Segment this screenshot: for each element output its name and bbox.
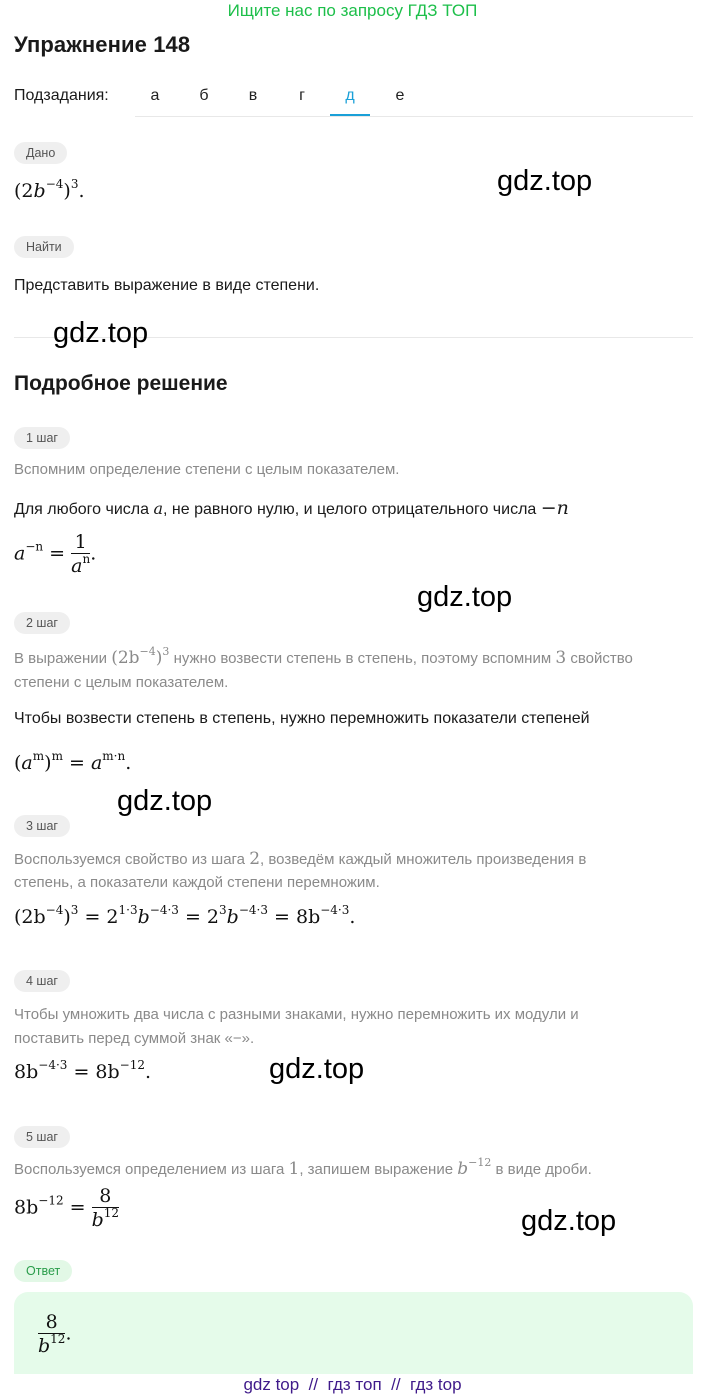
step-4-hint-line2: поставить перед суммой знак «−».	[14, 1030, 255, 1047]
subtasks-label: Подзадания:	[14, 87, 109, 104]
step-4-hint-line1: Чтобы умножить два числа с разными знаками, нужно перемножить их модули и	[14, 1006, 579, 1023]
watermark: gdz.top	[521, 1205, 617, 1237]
tab-g[interactable]: г	[299, 87, 305, 104]
tab-d-active[interactable]: д	[345, 87, 355, 104]
step-1-chip: 1 шаг	[14, 427, 70, 449]
step-3-chip: 3 шаг	[14, 815, 70, 837]
watermark: gdz.top	[269, 1053, 365, 1085]
step-3-formula: $(2b^{-4})^3 = 2^{1\cdot 3}b^{-4\cdot 3} = 2^3b^{-4\cdot 3} = 8b^{-4\cdot 3}$.	[14, 903, 356, 928]
step-4-formula: $8b^{-4\cdot 3} = 8b^{-12}$.	[14, 1058, 152, 1083]
step-5-chip: 5 шаг	[14, 1126, 70, 1148]
page-title: Упражнение 148	[14, 32, 191, 57]
step-2-chip: 2 шаг	[14, 612, 70, 634]
tab-b[interactable]: б	[199, 87, 209, 104]
tab-e[interactable]: е	[395, 87, 405, 104]
step-2-hint-line2: степени с целым показателем.	[14, 674, 229, 691]
answer-chip: Ответ	[14, 1260, 72, 1282]
step-5-formula: $8b^{-12}$ = $\frac{8}{b^{12}}$	[14, 1185, 120, 1231]
top-banner[interactable]: Ищите нас по запросу ГДЗ ТОП	[227, 1, 478, 20]
step-2-formula: $(a^m)^m = a^{m\cdot n}$.	[14, 749, 132, 774]
step-3-hint-line2: степень, а показатели каждой степени перемножим.	[14, 874, 380, 891]
step-5-hint: Воспользуемся определением из шага 1, запишем выражение $b^{-12}$ в виде дроби.	[14, 1156, 592, 1179]
step-1-hint: Вспомним определение степени с целым показателем.	[14, 461, 400, 478]
answer-box	[14, 1292, 693, 1374]
subtask-tabs	[135, 80, 693, 117]
find-chip: Найти	[14, 236, 74, 258]
answer-expression: $\frac{8}{b^{12}}$ .	[38, 1311, 72, 1357]
step-2-hint: В выражении $(2b^{-4})^3$ нужно возвести степень в степень, поэтому вспомним 3 свойство	[14, 645, 633, 668]
step-3-hint: Воспользуемся свойство из шага 2, возведём каждый множитель произведения в	[14, 849, 587, 869]
step-1-formula: $a^{-n}$ = $\frac{1}{a^n}$ .	[14, 531, 97, 577]
given-expression: $(2b^{-4})^3$.	[14, 177, 85, 202]
solution-title: Подробное решение	[14, 372, 228, 395]
step-1-rule: Для любого числа a, не равного нулю, и целого отрицательного числа −n	[14, 497, 569, 519]
watermark: gdz.top	[497, 165, 593, 197]
tab-v[interactable]: в	[248, 87, 258, 104]
watermark: gdz.top	[53, 317, 149, 349]
step-2-rule: Чтобы возвести степень в степень, нужно перемножить показатели степеней	[14, 710, 590, 727]
watermark: gdz.top	[417, 581, 513, 613]
given-chip: Дано	[14, 142, 67, 164]
find-text: Представить выражение в виде степени.	[14, 277, 320, 294]
active-tab-underline	[330, 114, 370, 116]
watermark: gdz.top	[117, 785, 213, 817]
tab-a[interactable]: а	[150, 87, 160, 104]
footer-links[interactable]: gdz top // гдз топ // гдз top	[243, 1375, 462, 1394]
step-4-chip: 4 шаг	[14, 970, 70, 992]
